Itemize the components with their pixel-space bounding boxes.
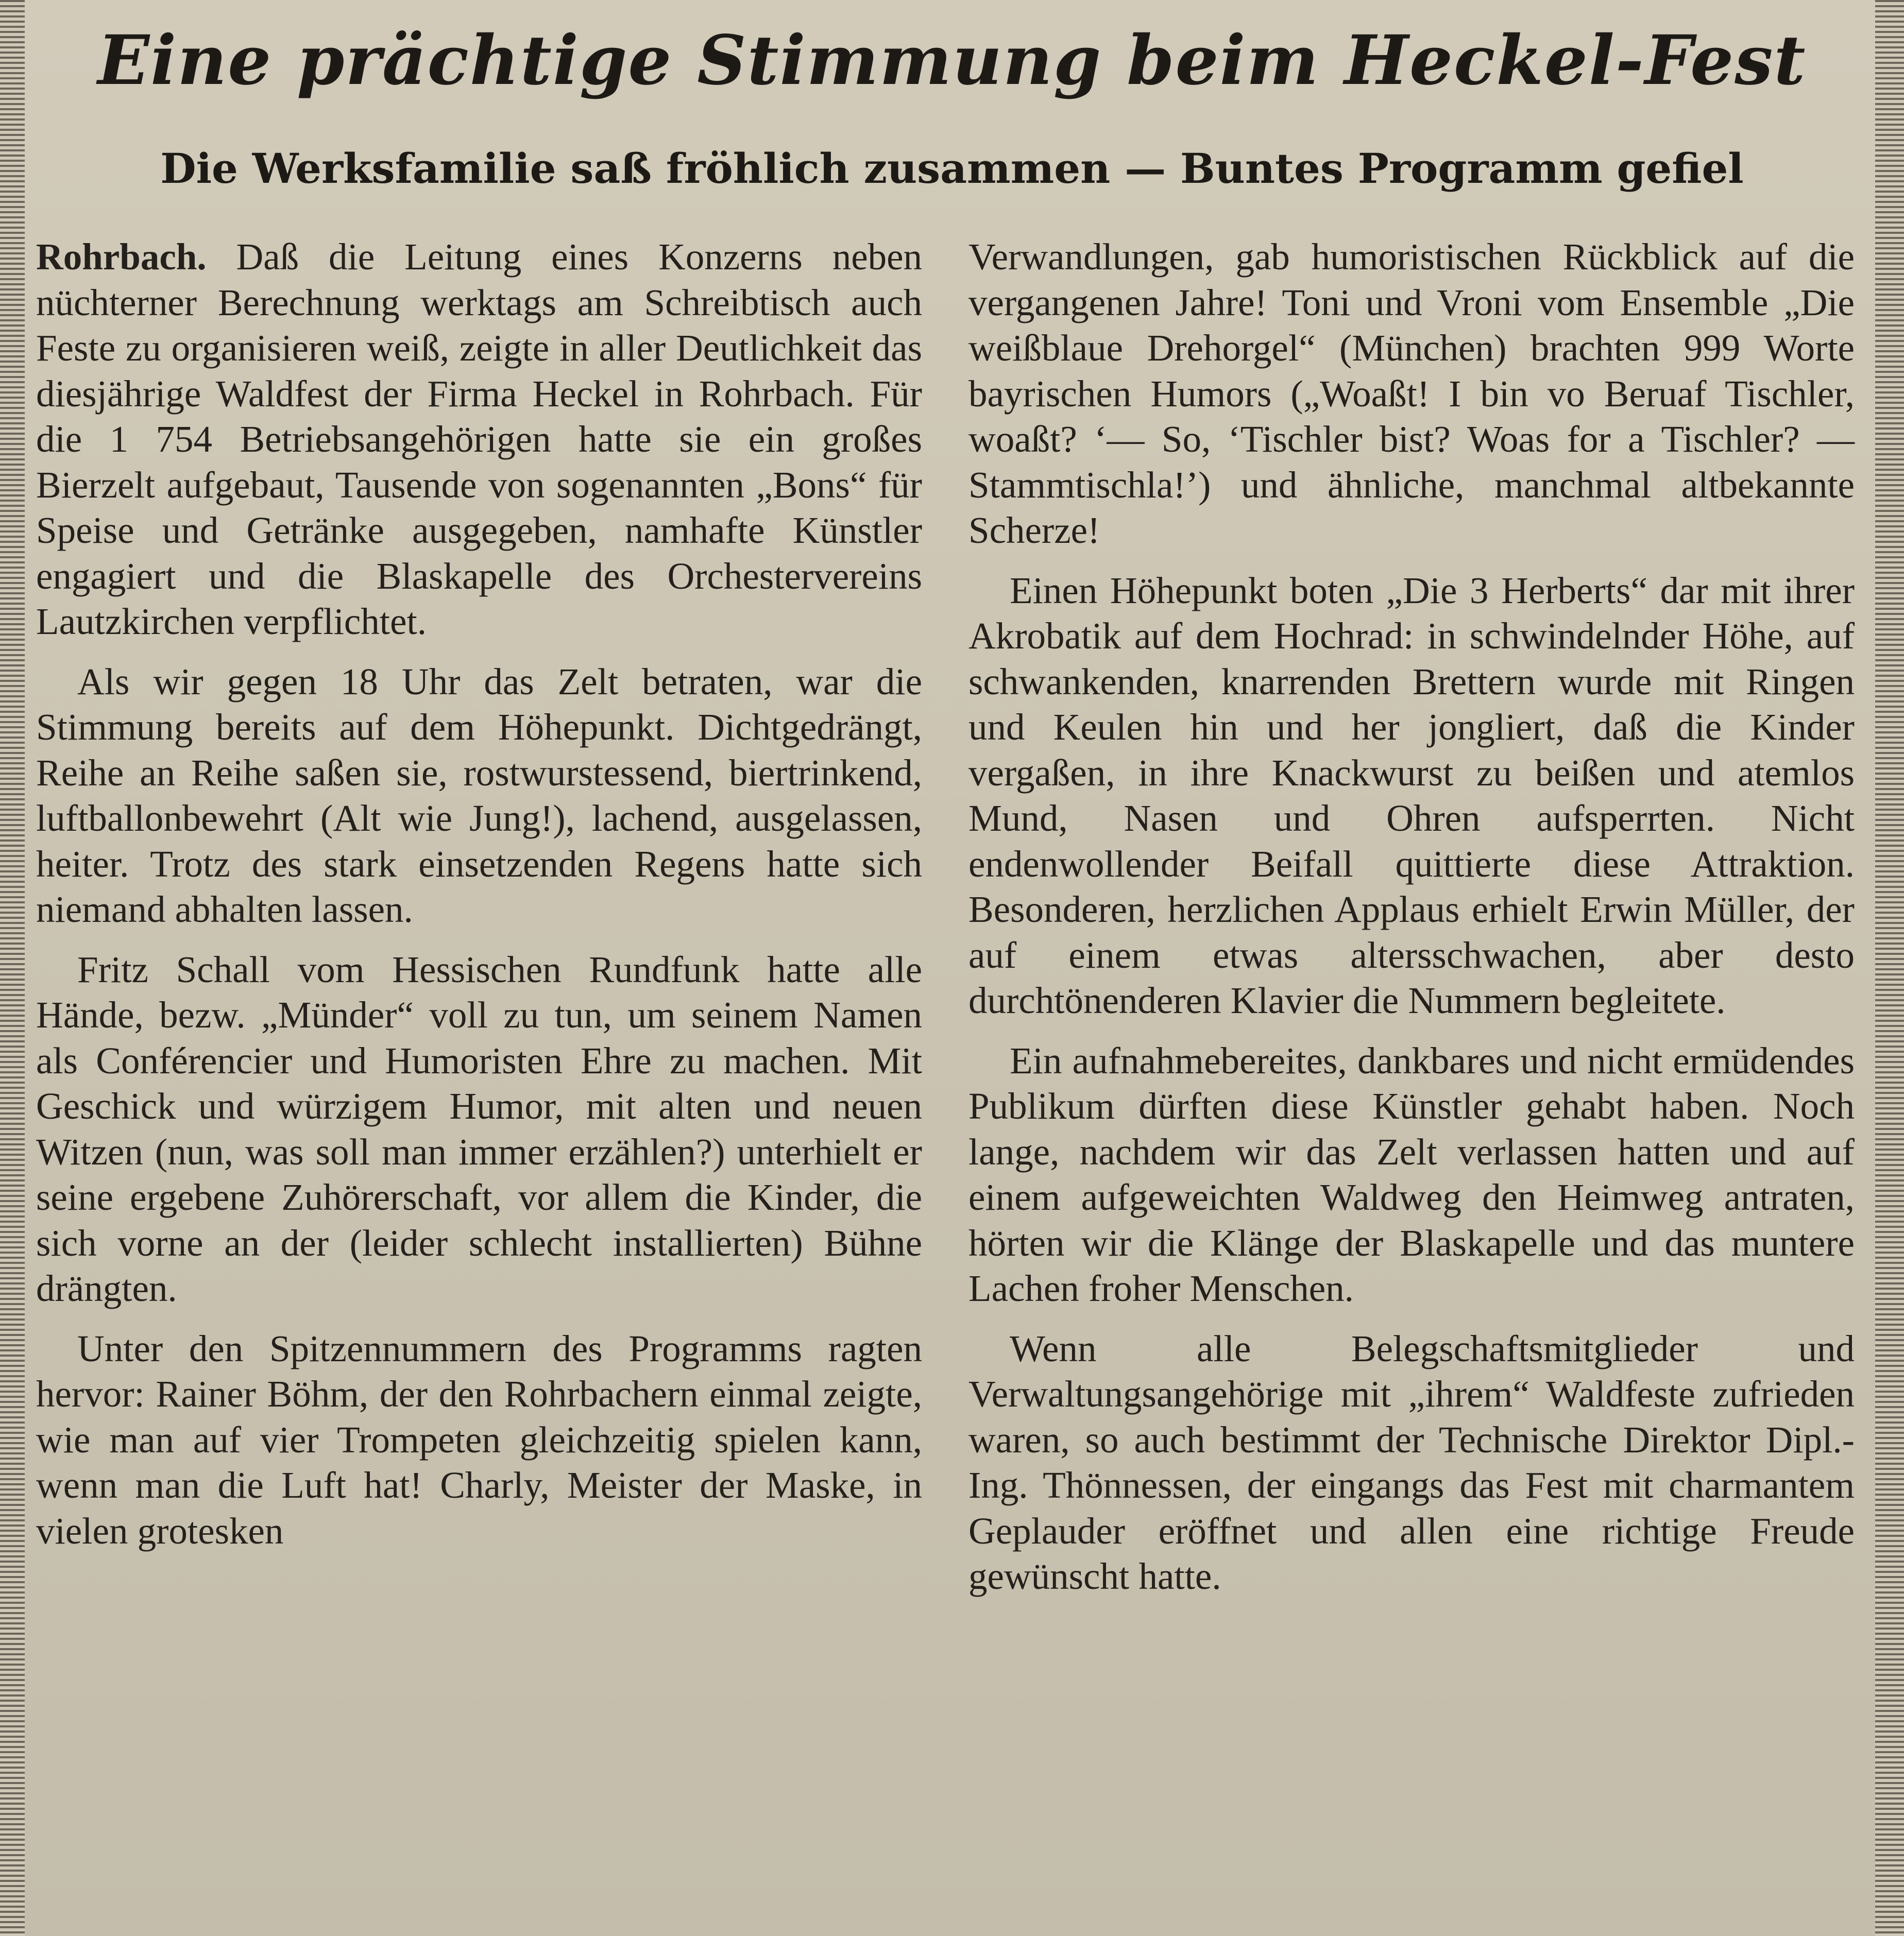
- paragraph: Einen Höhepunkt boten „Die 3 Herberts“ dar mit ihrer Akrobatik auf dem Hochrad: in schwindelnder Höhe, auf schwankenden, knarrenden Brettern wurde mit Ringen und Keulen hin und her jongliert, daß die Kinder vergaßen, in ihre Knackwurst zu beißen und atemlos Mund, Nasen und Ohren aufsperrten. Nicht endenwollender Beifall quittierte diese Attraktion. Besonderen, herzlichen Applaus erhielt Erwin Müller, der auf einem etwas altersschwachen, aber desto durchtönenderen Klavier die Nummern begleitete.: [968, 569, 1855, 1021]
- paragraph: Unter den Spitzennummern des Programms ragten hervor: Rainer Böhm, der den Rohrbachern einmal zeigte, wie man auf vier Trompeten gleichzeitig spielen kann, wenn man die Luft hat! Charly, Meister der Maske, in vielen grotesken: [36, 1327, 922, 1552]
- paragraph: Verwandlungen, gab humoristischen Rückblick auf die vergangenen Jahre! Toni und Vroni vom Ensemble „Die weißblaue Drehorgel“ (München) brachten 999 Worte bayrischen Humors („Woaßt! I bin vo Beruaf Tischler, woaßt? ‘— So, ‘Tischler bist? Woas for a Tischler? — Stammtischla!’) und ähnliche, manchmal altbekannte Scherze!: [968, 236, 1855, 551]
- paragraph: Ein aufnahmebereites, dankbares und nicht ermüdendes Publikum dürften diese Künstler gehabt haben. Noch lange, nachdem wir das Zelt verlassen hatten und auf einem aufgeweichten Waldweg den Heimweg antraten, hörten wir die Klänge der Blaskapelle und das muntere Lachen froher Menschen.: [968, 1039, 1855, 1309]
- article-column-right: [968, 234, 1855, 1929]
- article-subheadline: Die Werksfamilie saß fröhlich zusammen — Buntes Programm gefiel: [160, 144, 1744, 193]
- page-edge-left: [0, 0, 25, 1936]
- dateline: Rohrbach.: [36, 236, 207, 278]
- paragraph-text: Daß die Leitung eines Konzerns neben nüchterner Berechnung werktags am Schreibtisch auch Feste zu organisieren weiß, zeigte in aller Deutlichkeit das diesjährige Waldfest der Firma Heckel in Rohrbach. Für die 1 754 Betriebsangehörigen hatte sie ein großes Bierzelt aufgebaut, Tausende von sogenannten „Bons“ für Speise und Getränke ausgegeben, namhafte Künstler engagiert und die Blaskapelle des Orchestervereins Lautzkirchen verpflichtet.: [36, 236, 922, 642]
- article-column-left: [36, 234, 922, 1929]
- paragraph: [36, 234, 922, 645]
- paragraph: Fritz Schall vom Hessischen Rundfunk hatte alle Hände, bezw. „Münder“ voll zu tun, um seinem Namen als Conférencier und Humoristen Ehre zu machen. Mit Geschick und würzigem Humor, mit alten und neuen Witzen (nun, was soll man immer erzählen?) unterhielt er seine ergebene Zuhörerschaft, vor allem die Kinder, die sich vorne an der (leider schlecht installierten) Bühne drängten.: [36, 948, 922, 1309]
- page-edge-right: [1875, 0, 1904, 1936]
- article-headline: Eine prächtige Stimmung beim Heckel-Fest: [97, 21, 1807, 100]
- paragraph: Wenn alle Belegschaftsmitglieder und Verwaltungsangehörige mit „ihrem“ Waldfeste zufrieden waren, so auch bestimmt der Technische Direktor Dipl.-Ing. Thönnessen, der eingangs das Fest mit charmantem Geplauder eröffnet und allen eine richtige Freude gewünscht hatte.: [968, 1327, 1855, 1597]
- paragraph: Als wir gegen 18 Uhr das Zelt betraten, war die Stimmung bereits auf dem Höhepunkt. Dichtgedrängt, Reihe an Reihe saßen sie, rostwurstessend, biertrinkend, luftballonbewehrt (Alt wie Jung!), lachend, ausgelassen, heiter. Trotz des stark einsetzenden Regens hatte sich niemand abhalten lassen.: [36, 660, 922, 930]
